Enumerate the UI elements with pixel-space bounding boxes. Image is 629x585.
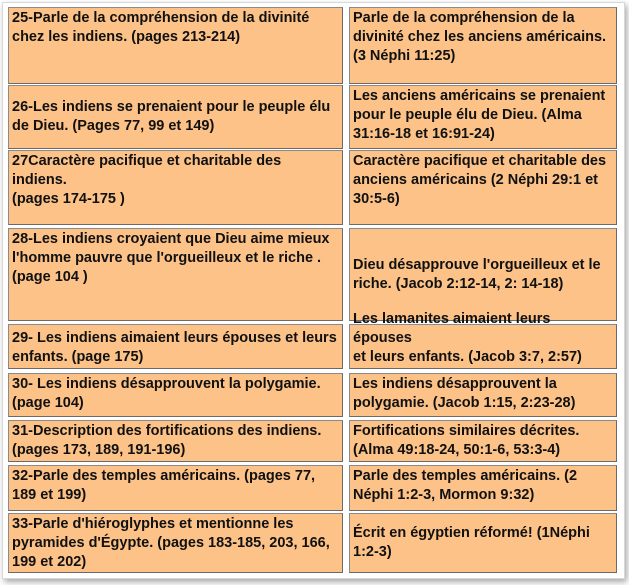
table-cell-indian-claim (8, 373, 343, 417)
table-cell-indian-claim (8, 85, 343, 149)
cell-text: 29- Les indiens aimaient leurs épouses et leurs enfants. (page 175) (12, 330, 337, 365)
table-cell-book-of-mormon (349, 150, 617, 225)
table-cell-indian-claim (8, 228, 343, 321)
table-cell-indian-claim (8, 7, 343, 84)
cell-text: 32-Parle des temples américains. (pages 77, 189 et 199) (12, 468, 316, 503)
cell-text: Écrit en égyptien réformé! (1Néphi 1:2-3) (353, 525, 590, 560)
cell-text: 25-Parle de la compréhension de la divinité chez les indiens. (pages 213-214) (12, 10, 310, 45)
cell-text: Caractère pacifique et charitable des anciens américains (2 Néphi 29:1 et 30:5-6) (353, 153, 607, 207)
table-cell-book-of-mormon (349, 465, 617, 511)
cell-text: 31-Description des fortifications des indiens. (pages 173, 189, 191-196) (12, 423, 322, 458)
table-cell-indian-claim (8, 324, 343, 369)
table-cell-book-of-mormon (349, 228, 617, 321)
cell-text: Parle de la compréhension de la divinité chez les anciens américains. (3 Néphi 11:25) (353, 10, 607, 64)
table-cell-book-of-mormon (349, 7, 617, 84)
table-cell-book-of-mormon (349, 373, 617, 417)
cell-text: Parle des temples américains. (2 Néphi 1:2-3, Mormon 9:32) (353, 468, 578, 503)
cell-text: 33-Parle d'hiéroglyphes et mentionne les pyramides d'Égypte. (pages 183-185, 203, 166, 199 et 202) (12, 516, 330, 570)
table-cell-indian-claim (8, 420, 343, 462)
table-cell-indian-claim (8, 150, 343, 225)
comparison-table (2, 2, 625, 579)
cell-text: Fortifications similaires décrites. (Alma 49:18-24, 50:1-6, 53:3-4) (353, 423, 580, 458)
cell-text: Les anciens américains se prenaient pour le peuple élu de Dieu. (Alma 31:16-18 et 16:91-24) (353, 88, 606, 142)
table-cell-book-of-mormon (349, 420, 617, 462)
cell-text: 26-Les indiens se prenaient pour le peuple élu de Dieu. (Pages 77, 99 et 149) (12, 99, 331, 134)
cell-text: 28-Les indiens croyaient que Dieu aime mieux l'homme pauvre que l'orgueilleux et le riche . (page 104 ) (12, 231, 330, 285)
cell-text: Dieu désapprouve l'orgueilleux et le riche. (Jacob 2:12-14, 2: 14-18) (353, 256, 601, 292)
table-cell-indian-claim (8, 465, 343, 511)
table-cell-book-of-mormon (349, 311, 617, 369)
cell-text: 30- Les indiens désapprouvent la polygamie. (page 104) (12, 376, 321, 411)
cell-text: 27Caractère pacifique et charitable des indiens. (pages 174-175 ) (12, 153, 282, 207)
table-cell-indian-claim (8, 513, 343, 573)
table-cell-book-of-mormon (349, 85, 617, 149)
cell-text: Les lamanites aimaient leurs épouses et leurs enfants. (Jacob 3:7, 2:57) (353, 311, 582, 365)
cell-text: Les indiens désapprouvent la polygamie. (Jacob 1:15, 2:23-28) (353, 376, 576, 411)
table-cell-book-of-mormon (349, 513, 617, 573)
